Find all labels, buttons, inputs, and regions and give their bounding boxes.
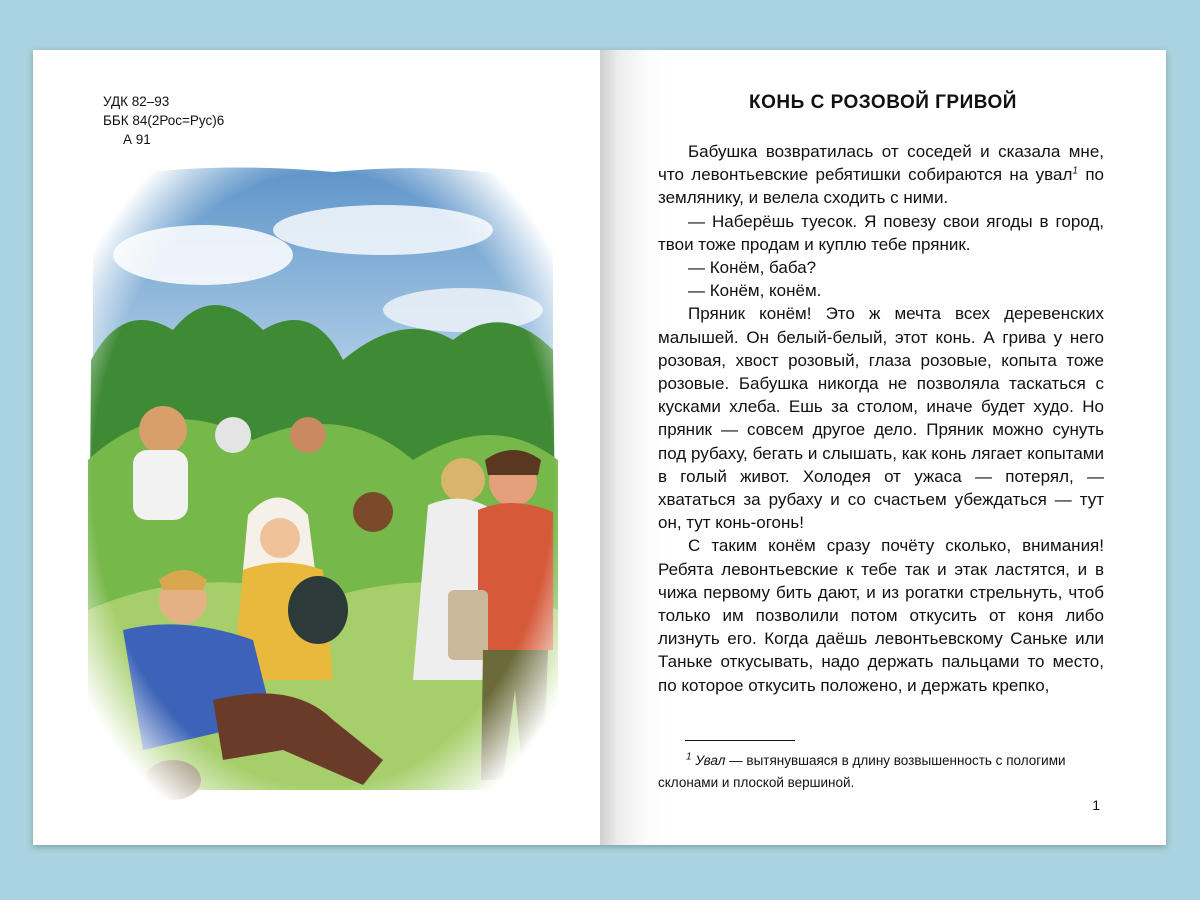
footnote-marker: 1 xyxy=(686,751,692,763)
paragraph: — Наберёшь туесок. Я повезу свои ягоды в город, твои тоже продам и куплю тебе пряник. xyxy=(658,211,1104,254)
right-page xyxy=(600,50,1166,845)
footnote xyxy=(658,750,1104,794)
footnote-divider xyxy=(685,740,795,741)
paragraph: — Конём, конём. xyxy=(688,281,822,301)
paragraph-text: Бабушка возвратилась от соседей и сказала мне, что левонтьевские ребятишки собираются на увал$^1$ по землянику, и велела сходить с ними. xyxy=(658,142,1104,208)
page-number: 1 xyxy=(1092,797,1100,813)
paragraph xyxy=(658,140,1104,210)
paragraph: — Конём, баба? xyxy=(688,258,817,278)
chapter-text xyxy=(658,140,1104,697)
children-in-meadow-illustration xyxy=(83,160,563,800)
book-spread xyxy=(33,50,1166,845)
chapter-title: КОНЬ С РОЗОВОЙ ГРИВОЙ xyxy=(749,92,1017,113)
paragraph: С таким конём сразу почёту сколько, внимания! Ребята левонтьевские к тебе так и этак ластятся, и в чижа первому бить дают, и из рогатки стрельнуть, чтоб только им позволили потом откусить от коня либо лизнуть его. Когда даёшь левонтьевскому Саньке или Таньке откусывать, надо держать пальцами то место, по которое откусить положено, и держать крепко, xyxy=(658,536,1104,695)
left-page xyxy=(33,50,600,845)
footnote-definition: — вытянувшаяся в длину возвышенность с пологими склонами и плоской вершиной. xyxy=(658,753,1066,790)
paragraph: Пряник конём! Это ж мечта всех деревенских малышей. Он белый-белый, этот конь. А грива у него розовая, хвост розовый, глаза розовые, копыта тоже розовые. Бабушка никогда не позволяла таскаться с кусками хлеба. Ешь за столом, иначе будет худо. Но пряник — совсем другое дело. Пряник можно сунуть под рубаху, бегать и слышать, как конь лягает копытами в голый живот. Холодея от ужаса — потерял, — хвататься за рубаху и со счастьем убеждаться — тут он, тут конь-огонь! xyxy=(658,304,1104,533)
bbk-code: ББК 84(2Рос=Рус)6 xyxy=(103,113,225,128)
udk-code: УДК 82–93 xyxy=(103,94,170,109)
bibliographic-codes xyxy=(103,92,224,149)
author-code: А 91 xyxy=(123,132,151,147)
footnote-term: Увал xyxy=(695,753,726,768)
footnote-reference: 1 xyxy=(1072,165,1078,177)
